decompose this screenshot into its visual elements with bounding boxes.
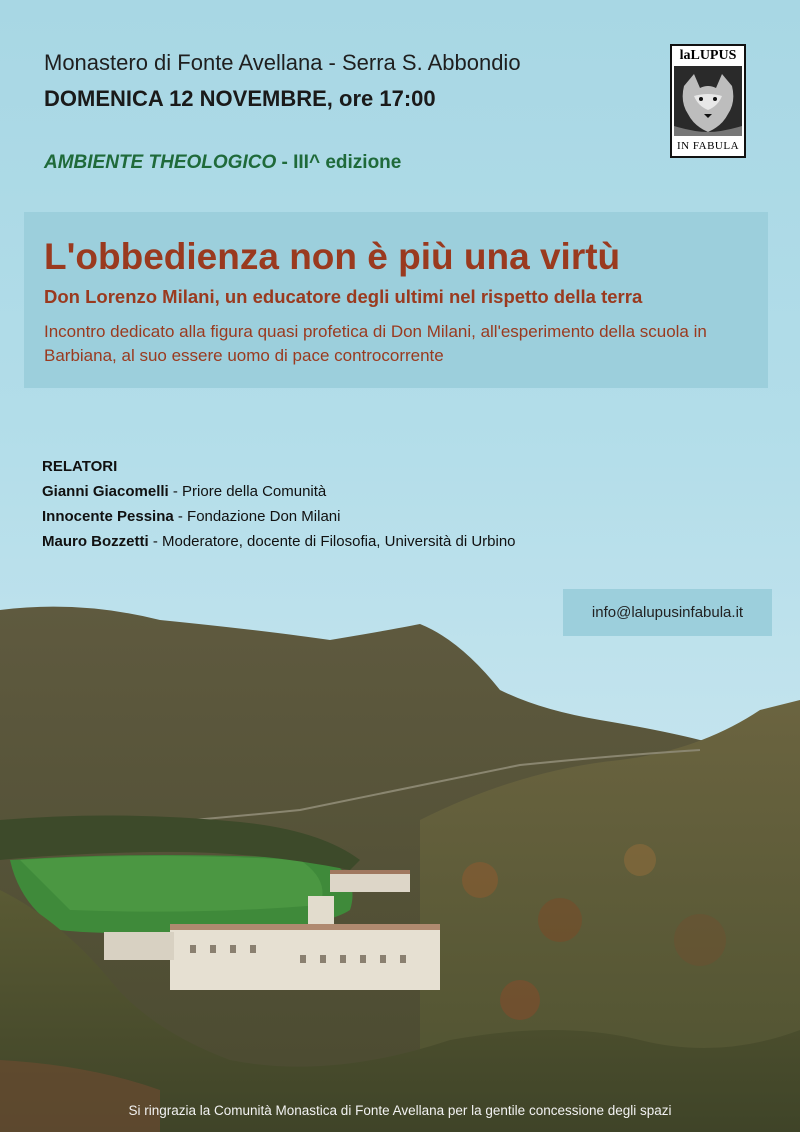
- speaker-role: - Fondazione Don Milani: [173, 508, 341, 525]
- event-title-panel: [24, 212, 768, 388]
- series-edition-number: - III^ edizione: [281, 152, 402, 173]
- event-title: L'obbedienza non è più una virtù: [44, 236, 621, 277]
- speaker-name: Mauro Bozzetti: [42, 533, 149, 550]
- wolf-icon: [674, 66, 742, 138]
- event-description: Incontro dedicato alla figura quasi profetica di Don Milani, all'esperimento della scuola in Barbiana, al suo essere uomo di pace controcorrente: [44, 322, 707, 365]
- venue-location: Monastero di Fonte Avellana - Serra S. Abbondio: [44, 50, 521, 75]
- speaker-name: Innocente Pessina: [42, 508, 174, 525]
- logo-top-text: laLUPUS: [672, 46, 744, 66]
- event-datetime: DOMENICA 12 NOVEMBRE, ore 17:00: [44, 86, 436, 111]
- event-subtitle: Don Lorenzo Milani, un educatore degli ultimi nel rispetto della terra: [44, 286, 643, 307]
- lupus-in-fabula-logo: [670, 44, 746, 158]
- series-edition: [44, 152, 401, 174]
- series-name: AMBIENTE THEOLOGICO: [44, 152, 277, 173]
- speaker-item: [42, 533, 516, 550]
- footer-acknowledgement: Si ringrazia la Comunità Monastica di Fonte Avellana per la gentile concessione degli spazi: [128, 1103, 672, 1118]
- contact-email[interactable]: info@lalupusinfabula.it: [563, 589, 772, 636]
- speaker-item: [42, 508, 516, 525]
- speaker-role: - Moderatore, docente di Filosofia, Università di Urbino: [148, 533, 516, 550]
- speakers-section: [42, 458, 516, 558]
- speaker-item: [42, 483, 516, 500]
- speakers-heading: RELATORI: [42, 458, 118, 475]
- monastery-landscape-photo: [0, 560, 800, 1132]
- logo-bottom-text: IN FABULA: [672, 136, 744, 156]
- speaker-role: - Priore della Comunità: [168, 483, 327, 500]
- speaker-name: Gianni Giacomelli: [42, 483, 169, 500]
